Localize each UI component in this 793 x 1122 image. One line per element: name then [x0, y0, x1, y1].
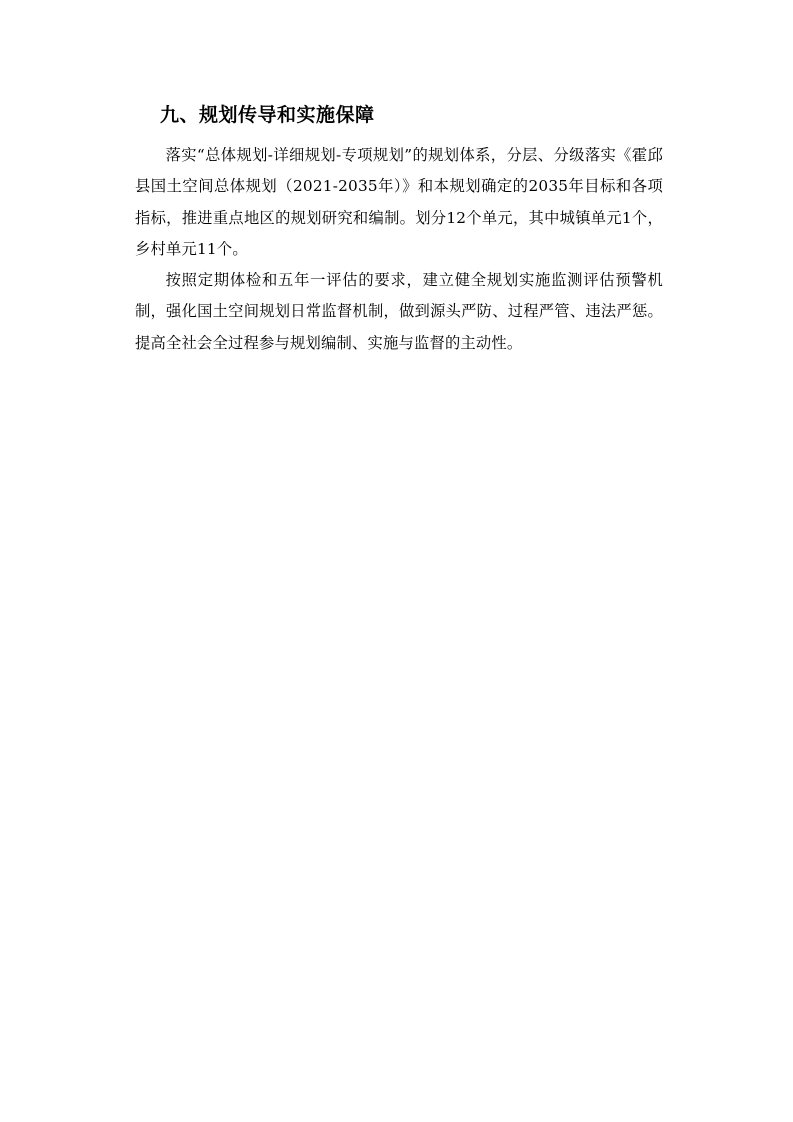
section-heading: 九、规划传导和实施保障: [160, 104, 375, 126]
paragraph-monitoring-evaluation: 按照定期体检和五年一评估的要求，建立健全规划实施监测评估预警机制，强化国土空间规划日常监督机制，做到源头严防、过程严管、违法严惩。提高全社会全过程参与规划编制、实施与监督的主动性。: [135, 271, 663, 352]
paragraph-planning-system: 落实“总体规划-详细规划-专项规划”的规划体系，分层、分级落实《霍邱县国土空间总体规划（2021-2035年）》和本规划确定的2035年目标和各项指标，推进重点地区的规划研究和编制。划分12个单元，其中城镇单元1个，乡村单元11个。: [135, 146, 663, 258]
